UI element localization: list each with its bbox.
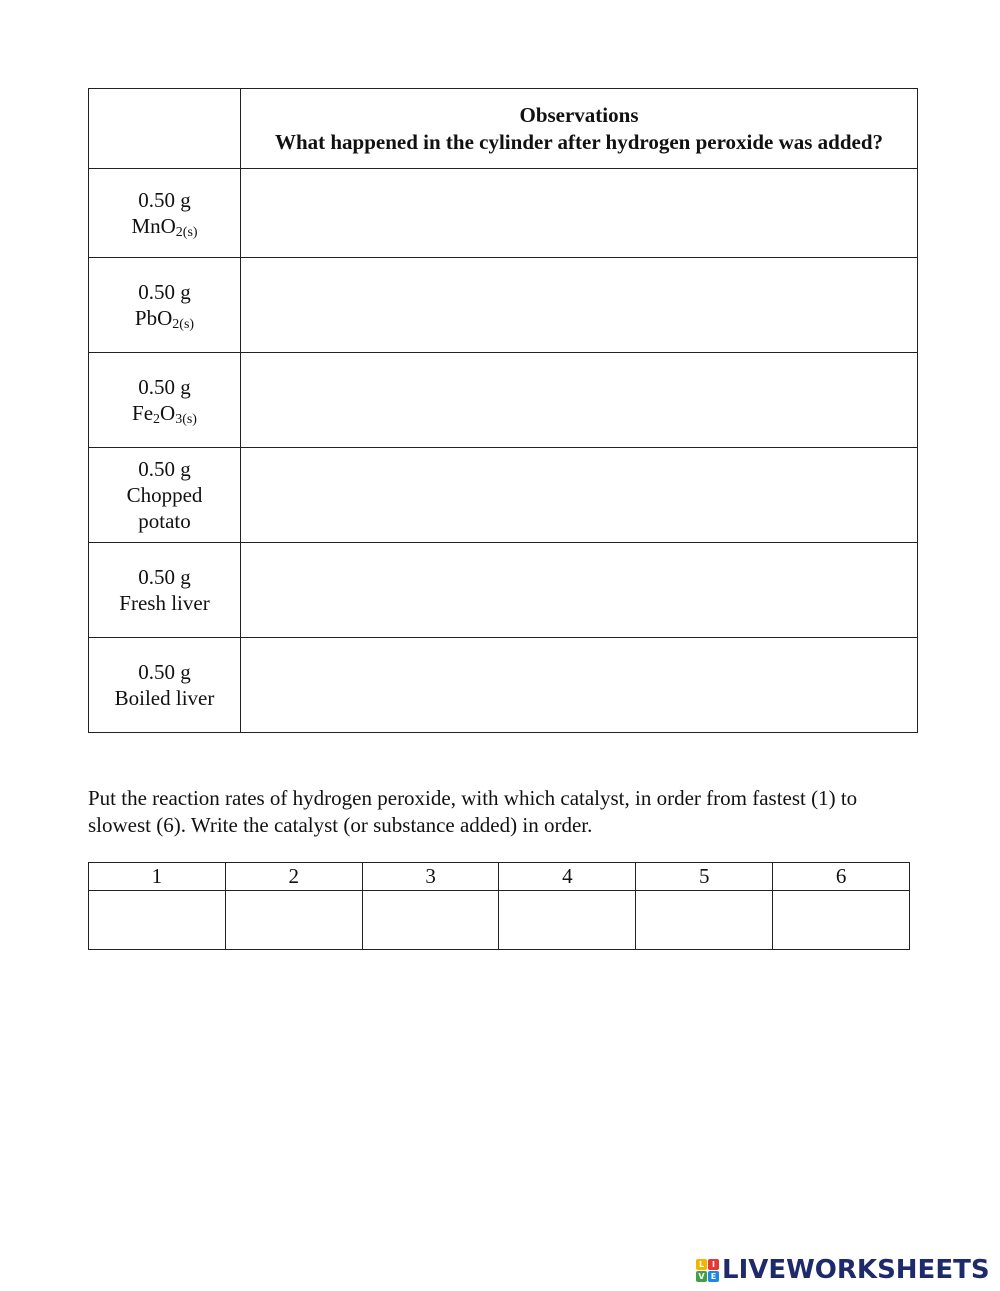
row-label-fe2o3 bbox=[89, 353, 241, 448]
formula-base: Fe bbox=[132, 401, 154, 425]
observation-row-fresh-liver bbox=[89, 543, 918, 638]
rank-input-4[interactable] bbox=[499, 892, 635, 949]
observation-row-boiled-liver bbox=[89, 638, 918, 733]
row-mass: 0.50 g bbox=[138, 188, 191, 212]
observation-input-fe2o3[interactable] bbox=[241, 374, 917, 420]
observation-input-cell[interactable] bbox=[241, 258, 918, 353]
observation-input-fresh-liver[interactable] bbox=[241, 564, 917, 610]
row-substance: Fresh liver bbox=[119, 591, 210, 615]
brand-wordmark: LIVEWORKSHEETS bbox=[722, 1255, 990, 1285]
observation-row-potato bbox=[89, 448, 918, 543]
row-label-mno2 bbox=[89, 169, 241, 258]
liveworksheets-brand bbox=[696, 1253, 990, 1287]
row-substance-line2: potato bbox=[138, 509, 191, 533]
row-substance: Chopped bbox=[126, 483, 203, 507]
formula-base: MnO bbox=[131, 214, 176, 238]
observation-input-cell[interactable] bbox=[241, 448, 918, 543]
row-label-pbo2 bbox=[89, 258, 241, 353]
formula-subscript: 2 bbox=[153, 412, 161, 427]
rank-cell-3[interactable] bbox=[362, 891, 499, 950]
observations-question: What happened in the cylinder after hydrogen peroxide was added? bbox=[274, 129, 884, 154]
rank-input-6[interactable] bbox=[773, 892, 909, 949]
rank-cell-5[interactable] bbox=[636, 891, 773, 950]
observation-input-cell[interactable] bbox=[241, 543, 918, 638]
row-label-boiled-liver bbox=[89, 638, 241, 733]
rank-header-1: 1 bbox=[89, 863, 226, 891]
observation-input-cell[interactable] bbox=[241, 169, 918, 258]
ranking-answer-row bbox=[89, 891, 910, 950]
rank-input-1[interactable] bbox=[89, 892, 225, 949]
observation-input-mno2[interactable] bbox=[241, 187, 917, 233]
rank-cell-6[interactable] bbox=[773, 891, 910, 950]
row-mass: 0.50 g bbox=[138, 375, 191, 399]
ranking-header-row bbox=[89, 863, 910, 891]
row-mass: 0.50 g bbox=[138, 280, 191, 304]
row-label-potato bbox=[89, 448, 241, 543]
observations-title: Observations bbox=[519, 102, 639, 127]
formula-subscript-2: 3(s) bbox=[175, 412, 197, 427]
row-substance: Boiled liver bbox=[114, 686, 215, 710]
observation-row-mno2 bbox=[89, 169, 918, 258]
rank-cell-1[interactable] bbox=[89, 891, 226, 950]
row-substance bbox=[89, 305, 240, 331]
rank-cell-4[interactable] bbox=[499, 891, 636, 950]
logo-tile-i: I bbox=[708, 1259, 719, 1270]
ranking-table bbox=[88, 862, 910, 950]
rank-input-5[interactable] bbox=[636, 892, 772, 949]
rank-header-2: 2 bbox=[225, 863, 362, 891]
row-mass: 0.50 g bbox=[138, 660, 191, 684]
row-substance bbox=[89, 400, 240, 426]
observation-row-fe2o3 bbox=[89, 353, 918, 448]
observations-header-row bbox=[89, 89, 918, 169]
header-empty-cell bbox=[89, 89, 241, 169]
observation-input-potato[interactable] bbox=[241, 469, 917, 515]
logo-tile-e: E bbox=[708, 1271, 719, 1282]
row-label-fresh-liver bbox=[89, 543, 241, 638]
formula-base: PbO bbox=[134, 306, 173, 330]
row-mass: 0.50 g bbox=[138, 457, 191, 481]
rank-input-3[interactable] bbox=[363, 892, 499, 949]
observations-table bbox=[88, 88, 918, 733]
observations-header-cell bbox=[241, 89, 918, 169]
logo-tile-l: L bbox=[696, 1259, 707, 1270]
ranking-instructions: Put the reaction rates of hydrogen peroxide, with which catalyst, in order from fastest (1) to slowest (6). Write the catalyst (or substance added) in order. bbox=[88, 786, 858, 837]
liveworksheets-logo-icon bbox=[696, 1259, 719, 1282]
rank-header-5: 5 bbox=[636, 863, 773, 891]
observation-row-pbo2 bbox=[89, 258, 918, 353]
rank-header-4: 4 bbox=[499, 863, 636, 891]
rank-cell-2[interactable] bbox=[225, 891, 362, 950]
observation-input-boiled-liver[interactable] bbox=[241, 659, 917, 705]
formula-mid: O bbox=[160, 401, 176, 425]
row-substance bbox=[89, 213, 240, 239]
rank-header-3: 3 bbox=[362, 863, 499, 891]
formula-subscript: 2(s) bbox=[175, 225, 198, 240]
observation-input-cell[interactable] bbox=[241, 353, 918, 448]
observation-input-cell[interactable] bbox=[241, 638, 918, 733]
rank-header-6: 6 bbox=[773, 863, 910, 891]
logo-tile-v: V bbox=[696, 1271, 707, 1282]
observation-input-pbo2[interactable] bbox=[241, 279, 917, 325]
formula-subscript: 2(s) bbox=[172, 317, 195, 332]
row-mass: 0.50 g bbox=[138, 565, 191, 589]
rank-input-2[interactable] bbox=[226, 892, 362, 949]
